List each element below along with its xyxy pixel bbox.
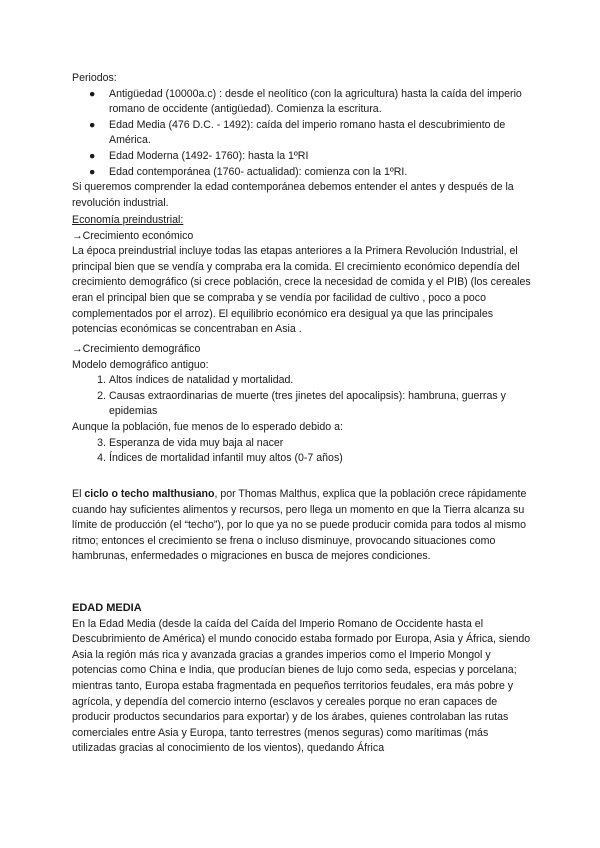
modelo-demografico-title: Modelo demográfico antiguo:	[72, 358, 209, 371]
list-item	[72, 373, 532, 389]
list-number: 4.	[97, 452, 106, 465]
economia-heading: Economía preindustrial:	[72, 214, 184, 226]
malthus-term: ciclo o techo malthusiano	[84, 488, 215, 500]
periodos-list	[72, 87, 532, 181]
modelo-list-2	[72, 436, 532, 467]
list-number: 2.	[97, 389, 106, 402]
list-item	[72, 87, 532, 118]
list-item	[72, 451, 532, 467]
list-item-text: Edad contemporánea (1760- actualidad): comienza con la 1ºRI.	[109, 165, 408, 178]
malthus-rest: , por Thomas Malthus, explica que la población crece rápidamente cuando hay suficientes alimentos y recursos, pero llega un momento en que la Tierra alcanza su límite de producción (el “techo”), por lo que ya no se puede producir comida para todos al mismo ritmo; entonces el crecimiento se frena o incluso disminuye, provocando situaciones como hambrunas, enfermedades o migraciones en busca de mejores condiciones.	[72, 488, 527, 563]
list-item	[72, 149, 532, 165]
demografico-section	[72, 342, 532, 467]
bullet-icon: ●	[89, 87, 96, 100]
malthus-prefix: El	[72, 488, 85, 500]
list-item-text: Causas extraordinarias de muerte (tres jinetes del apocalipsis): hambruna, guerras y epidemias	[109, 389, 506, 418]
economia-section	[72, 213, 532, 338]
list-item	[72, 165, 532, 181]
bullet-icon: ●	[89, 165, 96, 178]
malthus-section	[72, 487, 532, 565]
list-number: 3.	[97, 436, 106, 449]
edad-media-section	[72, 601, 532, 757]
list-number: 1.	[97, 374, 106, 387]
list-item-text: Esperanza de vida muy baja al nacer	[109, 436, 284, 449]
modelo-list-1	[72, 373, 532, 420]
malthus-paragraph	[72, 487, 532, 565]
list-item-text: Edad Moderna (1492- 1760): hasta la 1ºRI	[109, 149, 309, 162]
periodos-section	[72, 71, 532, 211]
list-item	[72, 389, 532, 420]
aunque-text: Aunque la población, fue menos de lo esperado debido a:	[72, 420, 343, 433]
list-item-text: Altos índices de natalidad y mortalidad.	[109, 374, 294, 387]
crecimiento-demografico-subheading: →Crecimiento demográfico	[72, 343, 201, 355]
periodos-title: Periodos:	[72, 72, 117, 84]
crecimiento-economico-subheading: →Crecimiento económico	[72, 229, 194, 242]
bullet-icon: ●	[89, 118, 96, 131]
edad-media-paragraph: En la Edad Media (desde la caída del Caída del Imperio Romano de Occidente hasta el Descubrimiento de América) el mundo conocido estaba formado por Europa, Asia y África, siendo Asia la región más rica y avanzada gracias a grandes imperios como el Imperio Mongol y potencias como China e India, que producían bienes de lujo como seda, especias y porcelana; mientras tanto, Europa estaba fragmentada en pequeños territorios feudales, era más pobre y agrícola, y dependía del comercio interno (esclavos y cereales porque no eran capaces de producir productos secundarios para exportar) y de los árabes, quienes controlaban las rutas comerciales entre Asia y Europa, tanto terrestres (menos seguras) como marítimas (más utilizadas gracias al conocimiento de los vientos), quedando África	[72, 617, 531, 755]
list-item	[72, 118, 532, 149]
list-item-text: Antigüedad (10000a.c) : desde el neolítico (con la agricultura) hasta la caída del imperio romano de occidente (antigüedad). Comienza la escritura.	[109, 87, 522, 116]
crecimiento-economico-paragraph: La época preindustrial incluye todas las etapas anteriores a la Primera Revolución Industrial, el principal bien que se vendía y compraba era la comida. El crecimiento económico dependía del crecimiento demográfico (si crece población, crece la necesidad de comida y el PIB) (los cereales eran el principal bien que se compraba y se vendía por facilidad de cultivo , poco a poco complementados por el arroz). El equilibrio económico era desigual ya que las principales potencias económicas se concentraban en Asia .	[72, 245, 531, 336]
list-item-text: Edad Media (476 D.C. - 1492): caída del imperio romano hasta el descubrimiento de América.	[109, 118, 506, 147]
list-item-text: Índices de mortalidad infantil muy altos (0-7 años)	[109, 452, 343, 465]
list-item	[72, 436, 532, 452]
periodos-closing: Si queremos comprender la edad contemporánea debemos entender el antes y después de la revolución industrial.	[72, 181, 514, 209]
bullet-icon: ●	[89, 149, 96, 162]
edad-media-heading: EDAD MEDIA	[72, 602, 142, 614]
